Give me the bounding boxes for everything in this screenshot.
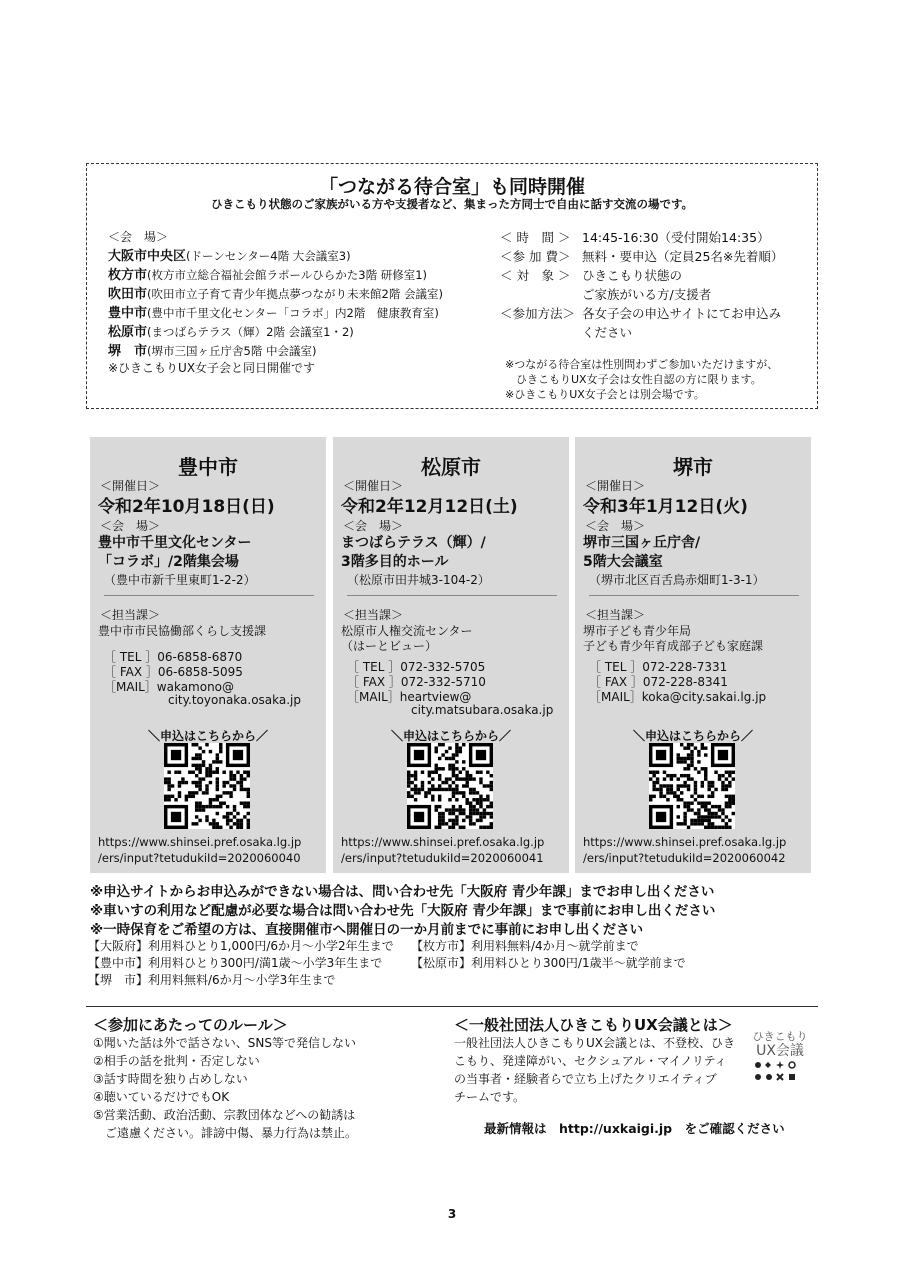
venue-name-line2: 5階大会議室 xyxy=(583,554,663,570)
venue-label: ＜会 場＞ xyxy=(100,519,161,533)
waiting-room-subtitle: ひきこもり状態のご家族がいる方や支援者など、集まった方同士で自由に話す交流の場です。 xyxy=(210,197,694,211)
rules-heading: ＜参加にあたってのルール＞ xyxy=(93,1016,288,1034)
ux-kaigi-logo xyxy=(748,1030,812,1087)
rule-item: ⑤営業活動、政治活動、宗教団体などへの勧誘は xyxy=(93,1108,356,1122)
logo-symbols-icon xyxy=(748,1059,812,1083)
contact-fax: ［ FAX ］072-228-8341 xyxy=(589,675,728,689)
contact-mail: ［MAIL］heartview@ xyxy=(347,690,472,704)
latest-info: 最新情報は http://uxkaigi.jp をご確認ください xyxy=(484,1121,785,1136)
venue-label: ＜会 場＞ xyxy=(108,230,169,244)
about-text: 一般社団法人ひきこもりUX会議とは、不登校、ひき xyxy=(454,1036,736,1050)
info-time: ＜ 時 間 ＞ 14:45-16:30（受付開始14:35） xyxy=(500,230,770,245)
contact-mail-domain: city.toyonaka.osaka.jp xyxy=(168,693,302,707)
apply-heading: ＼申込はこちらから／ xyxy=(147,729,268,743)
waiting-room-title: 「つながる待合室」も同時開催 xyxy=(318,176,585,198)
rule-item: ②相手の話を批判・否定しない xyxy=(93,1054,260,1068)
about-text: の当事者・経験者らで立ち上げたクリエイティブ xyxy=(454,1072,717,1086)
apply-url-line2[interactable]: /ers/input?tetudukiId=2020060042 xyxy=(583,851,786,865)
dept-label: ＜担当課＞ xyxy=(100,608,161,622)
date-label: ＜開催日＞ xyxy=(343,479,404,493)
rule-item: ④聴いているだけでもOK xyxy=(93,1090,230,1104)
about-heading: ＜一般社団法人ひきこもりUX会議とは＞ xyxy=(454,1016,733,1034)
dept-line2: 子ども青少年育成部子ども家庭課 xyxy=(583,639,764,653)
dept-label: ＜担当課＞ xyxy=(585,608,646,622)
qr-code-icon[interactable] xyxy=(164,743,250,829)
dept-line1: 豊中市市民協働部くらし支援課 xyxy=(98,624,267,638)
info-method-cont: ください xyxy=(582,325,633,340)
contact-mail: ［MAIL］koka@city.sakai.lg.jp xyxy=(589,690,767,704)
info-method: ＜参加方法＞ 各女子会の申込サイトにてお申込み xyxy=(500,306,782,321)
event-date: 令和3年1月12日(火) xyxy=(583,497,748,517)
venue-address: （豊中市新千里東町1-2-2） xyxy=(104,573,256,587)
box-note: ※ひきこもりUX女子会とは別会場です。 xyxy=(505,388,705,401)
contact-fax: ［ FAX ］06-6858-5095 xyxy=(104,665,243,679)
column-divider xyxy=(347,595,557,596)
info-target-cont: ご家族がいる方/支援者 xyxy=(582,287,712,302)
rule-item: ①聞いた話は外で話さない、SNS等で発信しない xyxy=(93,1036,356,1050)
warning-line: ※申込サイトからお申込みができない場合は、問い合わせ先「大阪府 青少年課」までお申し出ください xyxy=(90,884,715,900)
venue-name-line2: 3階多目的ホール xyxy=(341,554,449,570)
contact-fax: ［ FAX ］072-332-5710 xyxy=(347,675,486,689)
dept-line1: 松原市人権交流センター xyxy=(341,624,473,638)
contact-tel: ［ TEL ］06-6858-6870 xyxy=(104,650,243,664)
venue-address: （松原市田井城3-104-2） xyxy=(347,573,490,587)
contact-mail: ［MAIL］wakamono@ xyxy=(104,680,235,694)
rule-item: ご遠慮ください。誹謗中傷、暴力行為は禁止。 xyxy=(93,1126,358,1140)
venue-name-line1: 豊中市千里文化センター xyxy=(98,535,252,551)
section-divider xyxy=(86,1006,818,1007)
venue-name-line1: 堺市三国ヶ丘庁舎/ xyxy=(583,535,701,551)
venue-name-line1: まつばらテラス（輝）/ xyxy=(341,535,486,551)
city-column-matsubara xyxy=(333,437,569,873)
column-divider xyxy=(104,595,314,596)
qr-code-icon[interactable] xyxy=(407,743,493,829)
venue-item: 吹田市(吹田市立子育て青少年拠点夢つながり未来館2階 会議室) xyxy=(108,287,443,302)
venue-item: 豊中市(豊中市千里文化センター「コラボ」内2階 健康教育室) xyxy=(108,306,439,321)
childcare-fee: 【松原市】利用料ひとり300円/1歳半～就学前まで xyxy=(411,956,686,970)
venue-label: ＜会 場＞ xyxy=(343,519,404,533)
apply-url-line1[interactable]: https://www.shinsei.pref.osaka.lg.jp xyxy=(98,835,302,849)
info-target: ＜ 対 象 ＞ ひきこもり状態の xyxy=(500,268,683,283)
info-fee: ＜参 加 費＞ 無料・要申込（定員25名※先着順） xyxy=(500,249,784,264)
venue-name-line2: 「コラボ」/2階集会場 xyxy=(98,554,239,570)
city-column-sakai xyxy=(575,437,811,873)
venue-label: ＜会 場＞ xyxy=(585,519,646,533)
warning-line: ※一時保育をご希望の方は、直接開催市へ開催日の一か月前までに事前にお申し出ください xyxy=(90,922,644,938)
column-city-title: 松原市 xyxy=(421,455,481,479)
page-number: 3 xyxy=(447,1207,457,1221)
venue-note: ※ひきこもりUX女子会と同日開催です xyxy=(108,361,316,375)
rule-item: ③話す時間を独り占めしない xyxy=(93,1072,248,1086)
contact-tel: ［ TEL ］072-228-7331 xyxy=(589,660,728,674)
box-note: ※つながる待合室は性別問わずご参加いただけますが、 xyxy=(505,358,779,371)
dept-label: ＜担当課＞ xyxy=(343,608,404,622)
childcare-fee: 【大阪府】利用料ひとり1,000円/6か月～小学2年生まで xyxy=(88,939,394,953)
apply-url-line2[interactable]: /ers/input?tetudukiId=2020060040 xyxy=(98,851,301,865)
event-date: 令和2年12月12日(土) xyxy=(341,497,518,517)
apply-heading: ＼申込はこちらから／ xyxy=(390,729,511,743)
venue-item: 枚方市(枚方市立総合福祉会館ラポールひらかた3階 研修室1) xyxy=(108,268,428,283)
qr-code-icon[interactable] xyxy=(649,743,735,829)
childcare-fee: 【豊中市】利用料ひとり300円/満1歳～小学3年生まで xyxy=(88,956,383,970)
warning-line: ※車いすの利用など配慮が必要な場合は問い合わせ先「大阪府 青少年課」まで事前にお申し出ください xyxy=(90,903,716,919)
date-label: ＜開催日＞ xyxy=(585,479,646,493)
dept-line1: 堺市子ども青少年局 xyxy=(583,624,692,638)
box-note: ひきこもりUX女子会は女性自認の方に限ります。 xyxy=(505,373,762,386)
venue-item: 松原市(まつばらテラス（輝）2階 会議室1・2) xyxy=(108,325,354,340)
logo-text-line2: UX会議 xyxy=(756,1043,804,1059)
apply-url-line1[interactable]: https://www.shinsei.pref.osaka.lg.jp xyxy=(583,835,787,849)
about-text: こもり、発達障がい、セクシュアル・マイノリティ xyxy=(454,1054,727,1068)
childcare-fee: 【枚方市】利用料無料/4か月～就学前まで xyxy=(411,939,639,953)
about-text: チームです。 xyxy=(454,1090,526,1104)
logo-text-line1: ひきこもり xyxy=(752,1030,808,1043)
event-date: 令和2年10月18日(日) xyxy=(98,497,275,517)
venue-item: 大阪市中央区(ドーンセンター4階 大会議室3) xyxy=(108,249,351,264)
childcare-fee: 【堺 市】利用料無料/6か月～小学3年生まで xyxy=(88,973,336,987)
dept-line2: （はーとビュー） xyxy=(341,639,438,653)
contact-mail-domain: city.matsubara.osaka.jp xyxy=(411,703,554,717)
city-column-toyonaka xyxy=(90,437,326,873)
venue-item: 堺 市(堺市三国ヶ丘庁舎5階 中会議室) xyxy=(108,344,317,359)
apply-url-line1[interactable]: https://www.shinsei.pref.osaka.lg.jp xyxy=(341,835,545,849)
column-divider xyxy=(589,595,799,596)
venue-address: （堺市北区百舌鳥赤畑町1-3-1） xyxy=(589,573,765,587)
column-city-title: 豊中市 xyxy=(178,455,238,479)
column-city-title: 堺市 xyxy=(673,455,713,479)
apply-heading: ＼申込はこちらから／ xyxy=(632,729,753,743)
date-label: ＜開催日＞ xyxy=(100,479,161,493)
apply-url-line2[interactable]: /ers/input?tetudukiId=2020060041 xyxy=(341,851,544,865)
contact-tel: ［ TEL ］072-332-5705 xyxy=(347,660,486,674)
